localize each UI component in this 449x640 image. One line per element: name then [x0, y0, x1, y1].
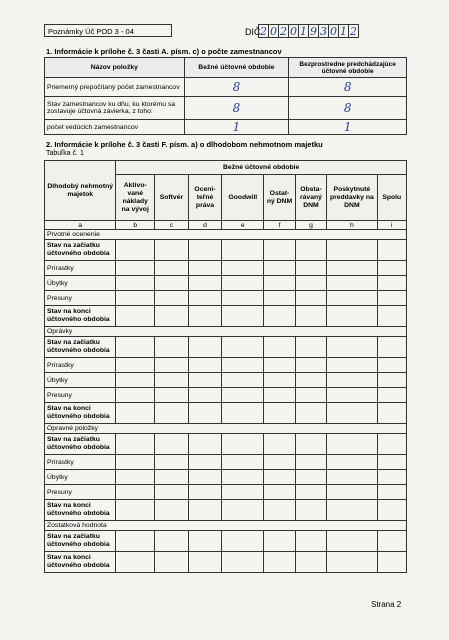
row-label: Stav na začiatku účtovného obdobia [45, 531, 116, 552]
group-header: Bežné účtovné obdobie [116, 161, 407, 175]
table-row [45, 358, 407, 373]
col-header: Obsta-rávaný DNM [295, 175, 326, 221]
value-cell[interactable] [264, 434, 295, 455]
value-cell[interactable] [327, 434, 377, 455]
table-row [45, 276, 407, 291]
value-cell[interactable] [155, 306, 189, 327]
value-cell[interactable] [264, 337, 295, 358]
value-cell[interactable] [116, 261, 155, 276]
value-cell[interactable] [222, 485, 264, 500]
value-cell[interactable] [295, 291, 326, 306]
value-cell[interactable] [116, 388, 155, 403]
row-label: Prírastky [45, 358, 116, 373]
table-row [45, 552, 407, 573]
col-letter: d [188, 221, 222, 230]
value-cell[interactable] [264, 276, 295, 291]
table-row [45, 470, 407, 485]
row-label: Úbytky [45, 470, 116, 485]
value-cell[interactable] [116, 373, 155, 388]
table-row [45, 388, 407, 403]
value-cell[interactable] [155, 470, 189, 485]
table-row [45, 337, 407, 358]
row-label: Presuny [45, 291, 116, 306]
value-cell[interactable] [377, 485, 406, 500]
table-row [45, 240, 407, 261]
table-row [45, 531, 407, 552]
dic-digit: 0 [290, 25, 297, 38]
value-cell[interactable] [116, 485, 155, 500]
value-cell[interactable] [264, 240, 295, 261]
value-cell[interactable] [377, 358, 406, 373]
value-cell[interactable] [295, 485, 326, 500]
value-cell[interactable] [188, 291, 222, 306]
value-cell[interactable] [155, 500, 189, 521]
value-cell[interactable] [295, 500, 326, 521]
value-cell[interactable] [222, 403, 264, 424]
value-cell[interactable] [377, 434, 406, 455]
value-cell[interactable] [116, 358, 155, 373]
value-cell[interactable] [264, 358, 295, 373]
value-cell[interactable] [188, 306, 222, 327]
value-cell[interactable] [295, 276, 326, 291]
col-letter: h [327, 221, 377, 230]
value-cell[interactable] [377, 306, 406, 327]
value-cell[interactable] [188, 358, 222, 373]
col-name: Názov položky [45, 58, 185, 78]
table-row [45, 485, 407, 500]
current-value: 1 [184, 120, 289, 135]
value-cell[interactable] [295, 531, 326, 552]
table-row [45, 97, 407, 120]
row-label: Stav zamestnancov ku dňu, ku ktorému sa zostavuje účtovná závierka, z toho: [45, 97, 185, 120]
value-cell[interactable] [264, 403, 295, 424]
value-cell[interactable] [264, 531, 295, 552]
value-cell[interactable] [295, 455, 326, 470]
value-cell[interactable] [377, 373, 406, 388]
row-label: Presuny [45, 388, 116, 403]
row-label: Stav na konci účtovného obdobia [45, 403, 116, 424]
value-cell[interactable] [295, 240, 326, 261]
value-cell[interactable] [155, 358, 189, 373]
table-row [45, 434, 407, 455]
value-cell[interactable] [222, 531, 264, 552]
value-cell[interactable] [327, 403, 377, 424]
value-cell[interactable] [116, 531, 155, 552]
value-cell[interactable] [222, 455, 264, 470]
value-cell[interactable] [264, 373, 295, 388]
value-cell[interactable] [188, 261, 222, 276]
value-cell[interactable] [327, 261, 377, 276]
value-cell[interactable] [155, 388, 189, 403]
value-cell[interactable] [188, 403, 222, 424]
table-row [45, 500, 407, 521]
col-header: Ostat-ný DNM [264, 175, 295, 221]
value-cell[interactable] [327, 552, 377, 573]
table-row [45, 120, 407, 135]
value-cell[interactable] [295, 373, 326, 388]
table-row [45, 261, 407, 276]
value-cell[interactable] [155, 403, 189, 424]
value-cell[interactable] [155, 291, 189, 306]
dic-label: DIČ [245, 27, 261, 37]
value-cell[interactable] [295, 434, 326, 455]
dic-digit: 2 [280, 25, 287, 38]
value-cell[interactable] [377, 552, 406, 573]
row-label: Presuny [45, 485, 116, 500]
value-cell[interactable] [264, 470, 295, 485]
row-label: Úbytky [45, 276, 116, 291]
table-row [45, 403, 407, 424]
table-row [45, 306, 407, 327]
doc-label: Poznámky Úč POD 3 - 04 [44, 24, 172, 37]
value-cell[interactable] [116, 306, 155, 327]
value-cell[interactable] [222, 434, 264, 455]
value-cell[interactable] [327, 455, 377, 470]
value-cell[interactable] [377, 276, 406, 291]
value-cell[interactable] [377, 500, 406, 521]
value-cell[interactable] [264, 291, 295, 306]
col-previous: Bezprostredne predchádzajúce účtovné obdobie [289, 58, 407, 78]
value-cell[interactable] [222, 261, 264, 276]
previous-value: 1 [289, 120, 407, 135]
dic-digits [259, 24, 359, 38]
value-cell[interactable] [327, 388, 377, 403]
value-cell[interactable] [222, 276, 264, 291]
value-cell[interactable] [264, 388, 295, 403]
value-cell[interactable] [155, 261, 189, 276]
value-cell[interactable] [377, 403, 406, 424]
value-cell[interactable] [188, 531, 222, 552]
value-cell[interactable] [188, 434, 222, 455]
employees-table [44, 57, 407, 135]
value-cell[interactable] [222, 470, 264, 485]
dic-digit: 9 [310, 25, 317, 38]
dic-digit: 1 [300, 25, 307, 38]
col-current: Bežné účtovné obdobie [184, 58, 289, 78]
col-letter: e [222, 221, 264, 230]
value-cell[interactable] [377, 337, 406, 358]
value-cell[interactable] [295, 337, 326, 358]
value-cell[interactable] [295, 403, 326, 424]
value-cell[interactable] [264, 552, 295, 573]
category-row: Opravné položky [45, 424, 407, 434]
value-cell[interactable] [222, 358, 264, 373]
row-label: Prírastky [45, 261, 116, 276]
value-cell[interactable] [155, 434, 189, 455]
row-label: Stav na začiatku účtovného obdobia [45, 240, 116, 261]
row-label: počet vedúcich zamestnancov [45, 120, 185, 135]
col-header: Aktivo-vané náklady na vývoj [116, 175, 155, 221]
value-cell[interactable] [327, 485, 377, 500]
col-letter: a [45, 221, 116, 230]
value-cell[interactable] [155, 337, 189, 358]
value-cell[interactable] [155, 552, 189, 573]
value-cell[interactable] [222, 388, 264, 403]
value-cell[interactable] [116, 403, 155, 424]
dic-digit: 2 [350, 25, 357, 38]
value-cell[interactable] [116, 276, 155, 291]
value-cell[interactable] [222, 240, 264, 261]
value-cell[interactable] [377, 261, 406, 276]
table-label: Tabuľka č. 1 [46, 150, 84, 157]
previous-value: 8 [289, 78, 407, 97]
dic-digit: 1 [340, 25, 347, 38]
value-cell[interactable] [222, 306, 264, 327]
col-letter: b [116, 221, 155, 230]
value-cell[interactable] [116, 500, 155, 521]
value-cell[interactable] [188, 500, 222, 521]
row-label: Stav na začiatku účtovného obdobia [45, 434, 116, 455]
table-row [45, 455, 407, 470]
value-cell[interactable] [264, 306, 295, 327]
value-cell[interactable] [116, 552, 155, 573]
row-label: Úbytky [45, 373, 116, 388]
value-cell[interactable] [327, 240, 377, 261]
intangible-assets-table [44, 160, 407, 573]
section1-title: 1. Informácie k prílohe č. 3 časti A. písm. c) o počte zamestnancov [46, 47, 282, 56]
value-cell[interactable] [327, 337, 377, 358]
value-cell[interactable] [155, 276, 189, 291]
value-cell[interactable] [327, 306, 377, 327]
value-cell[interactable] [116, 434, 155, 455]
value-cell[interactable] [377, 240, 406, 261]
value-cell[interactable] [155, 531, 189, 552]
section2-title: 2. Informácie k prílohe č. 3 časti F. písm. a) o dlhodobom nehmotnom majetku [46, 140, 323, 149]
current-value: 8 [184, 78, 289, 97]
value-cell[interactable] [327, 291, 377, 306]
value-cell[interactable] [327, 358, 377, 373]
value-cell[interactable] [188, 552, 222, 573]
row-label: Stav na konci účtovného obdobia [45, 500, 116, 521]
value-cell[interactable] [295, 470, 326, 485]
col-letter: g [295, 221, 326, 230]
page-number: Strana 2 [371, 600, 402, 609]
value-cell[interactable] [295, 306, 326, 327]
value-cell[interactable] [377, 388, 406, 403]
value-cell[interactable] [188, 276, 222, 291]
value-cell[interactable] [377, 455, 406, 470]
value-cell[interactable] [188, 485, 222, 500]
row-label: Stav na začiatku účtovného obdobia [45, 337, 116, 358]
col-letter: f [264, 221, 295, 230]
col-header: Goodwill [222, 175, 264, 221]
dic-digit: 0 [330, 25, 337, 38]
dic-digit: 0 [270, 25, 277, 38]
value-cell[interactable] [327, 470, 377, 485]
value-cell[interactable] [222, 500, 264, 521]
current-value: 8 [184, 97, 289, 120]
row-label: Priemerný prepočítaný počet zamestnancov [45, 78, 185, 97]
col-header: Spolu [377, 175, 406, 221]
value-cell[interactable] [264, 500, 295, 521]
row-label: Prírastky [45, 455, 116, 470]
value-cell[interactable] [377, 291, 406, 306]
value-cell[interactable] [188, 337, 222, 358]
value-cell[interactable] [377, 531, 406, 552]
value-cell[interactable] [188, 470, 222, 485]
value-cell[interactable] [264, 261, 295, 276]
value-cell[interactable] [116, 337, 155, 358]
value-cell[interactable] [155, 373, 189, 388]
value-cell[interactable] [188, 373, 222, 388]
value-cell[interactable] [222, 291, 264, 306]
value-cell[interactable] [327, 373, 377, 388]
dic-digit: 2 [260, 25, 267, 38]
value-cell[interactable] [295, 261, 326, 276]
col-header: Softvér [155, 175, 189, 221]
value-cell[interactable] [222, 552, 264, 573]
value-cell[interactable] [155, 240, 189, 261]
value-cell[interactable] [222, 373, 264, 388]
category-row: Prvotné ocenenie [45, 230, 407, 240]
value-cell[interactable] [116, 455, 155, 470]
value-cell[interactable] [377, 470, 406, 485]
col-letter: c [155, 221, 189, 230]
value-cell[interactable] [155, 455, 189, 470]
category-row: Zostatková hodnota [45, 521, 407, 531]
previous-value: 8 [289, 97, 407, 120]
table-row [45, 291, 407, 306]
table-row [45, 78, 407, 97]
value-cell[interactable] [295, 552, 326, 573]
value-cell[interactable] [327, 531, 377, 552]
value-cell[interactable] [188, 240, 222, 261]
category-row: Oprávky [45, 327, 407, 337]
row-label: Stav na konci účtovného obdobia [45, 306, 116, 327]
value-cell[interactable] [264, 455, 295, 470]
col-header: Oceni-teľné práva [188, 175, 222, 221]
value-cell[interactable] [116, 240, 155, 261]
value-cell[interactable] [222, 337, 264, 358]
value-cell[interactable] [188, 388, 222, 403]
value-cell[interactable] [155, 485, 189, 500]
col-letter: i [377, 221, 406, 230]
table-row [45, 373, 407, 388]
dic-digit: 3 [320, 25, 327, 38]
value-cell[interactable] [188, 455, 222, 470]
value-cell[interactable] [327, 500, 377, 521]
value-cell[interactable] [327, 276, 377, 291]
value-cell[interactable] [116, 470, 155, 485]
col-first: Dlhodobý nehmotný majetok [45, 161, 116, 221]
row-label: Stav na konci účtovného obdobia [45, 552, 116, 573]
value-cell[interactable] [116, 291, 155, 306]
value-cell[interactable] [295, 388, 326, 403]
value-cell[interactable] [264, 485, 295, 500]
value-cell[interactable] [295, 358, 326, 373]
col-header: Poskytnuté preddavky na DNM [327, 175, 377, 221]
